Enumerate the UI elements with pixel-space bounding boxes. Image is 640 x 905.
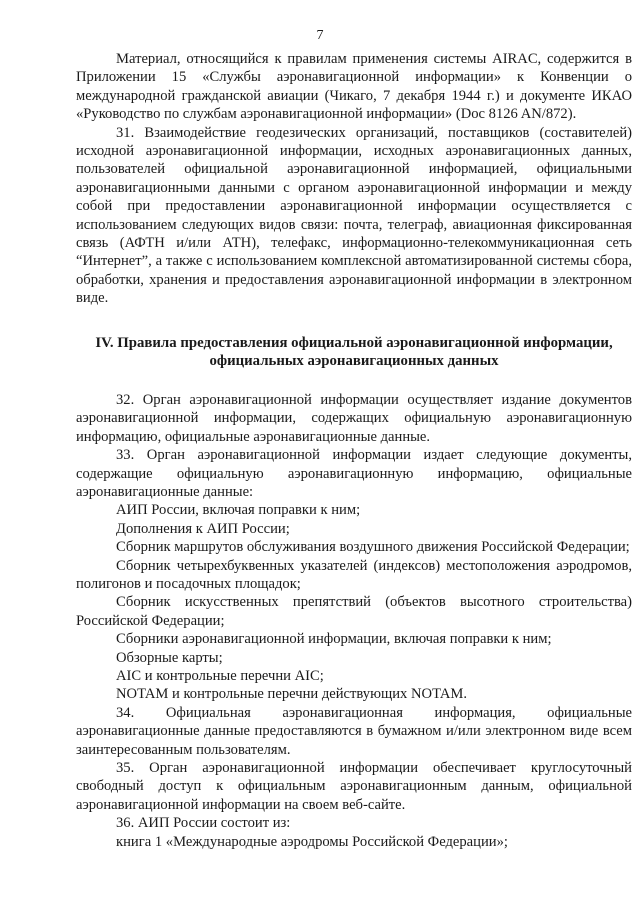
list-item: NOTAM и контрольные перечни действующих NOTAM.	[116, 686, 467, 703]
paragraph-airac-material: Материал, относящийся к правилам применения системы AIRAC, содержится в Приложении 15 «Службы аэронавигационной информации» к Конвенции о международной гражданской авиации (Чикаго, 7 декабря 1944 г.) и документе ИКАО «Руководство по службам аэронавигационной информации» (Doc 8126 AN/872).	[76, 51, 632, 123]
list-item: Сборник искусственных препятствий (объектов высотного строительства) Российской Федерации;	[76, 594, 632, 629]
page-content	[76, 50, 632, 851]
section-heading	[76, 334, 632, 371]
section-heading-line-2: официальных аэронавигационных данных	[209, 353, 499, 370]
list-item: AIC и контрольные перечни AIC;	[116, 667, 324, 684]
list-item: Дополнения к АИП России;	[116, 520, 290, 537]
paragraph-32: 32. Орган аэронавигационной информации осуществляет издание документов аэронавигационной информации, содержащих официальную аэронавигационную информацию, официальные аэронавигационные данные.	[76, 391, 632, 445]
paragraph-33: 33. Орган аэронавигационной информации издает следующие документы, содержащие официальную аэронавигационную информацию, официальные аэронавигационные данные:	[76, 447, 632, 500]
list-item: Обзорные карты;	[116, 649, 223, 666]
list-item: Сборники аэронавигационной информации, включая поправки к ним;	[116, 631, 552, 648]
list-item: АИП России, включая поправки к ним;	[116, 502, 361, 519]
list-item: Сборник маршрутов обслуживания воздушного движения Российской Федерации;	[116, 539, 630, 556]
paragraph-31: 31. Взаимодействие геодезических организаций, поставщиков (составителей) исходной аэронавигационной информации, исходных аэронавигационных данных, пользователей официальной аэронавигационной информацией, официальными аэронавигационными данными с органом аэронавигационной информации и между собой при предоставлении аэронавигационной информации осуществляется с использованием следующих видов связи: почта, телеграф, авиационная фиксированная связь (АФТН и/или АТН), телефакс, информационно-телекоммуникационная сеть “Интернет”, а также с использованием комплексной автоматизированной системы сбора, обработки, хранения и предоставления аэронавигационной информации в электронном виде.	[76, 124, 632, 307]
paragraph-36: 36. АИП России состоит из:	[116, 815, 291, 832]
list-item: Сборник четырехбуквенных указателей (индексов) местоположения аэродромов, полигонов и посадочных площадок;	[76, 557, 632, 592]
section-heading-line-1: IV. Правила предоставления официальной аэронавигационной информации,	[95, 334, 613, 351]
page-number: 7	[316, 28, 324, 43]
paragraph-35: 35. Орган аэронавигационной информации обеспечивает круглосуточный свободный доступ к официальным аэронавигационным данным, официальной аэронавигационной информации на своем веб-сайте.	[76, 760, 632, 813]
list-item: книга 1 «Международные аэродромы Российской Федерации»;	[116, 833, 508, 850]
paragraph-34: 34. Официальная аэронавигационная информация, официальные аэронавигационные данные предоставляются в бумажном и/или электронном виде всем заинтересованным пользователям.	[76, 704, 632, 758]
